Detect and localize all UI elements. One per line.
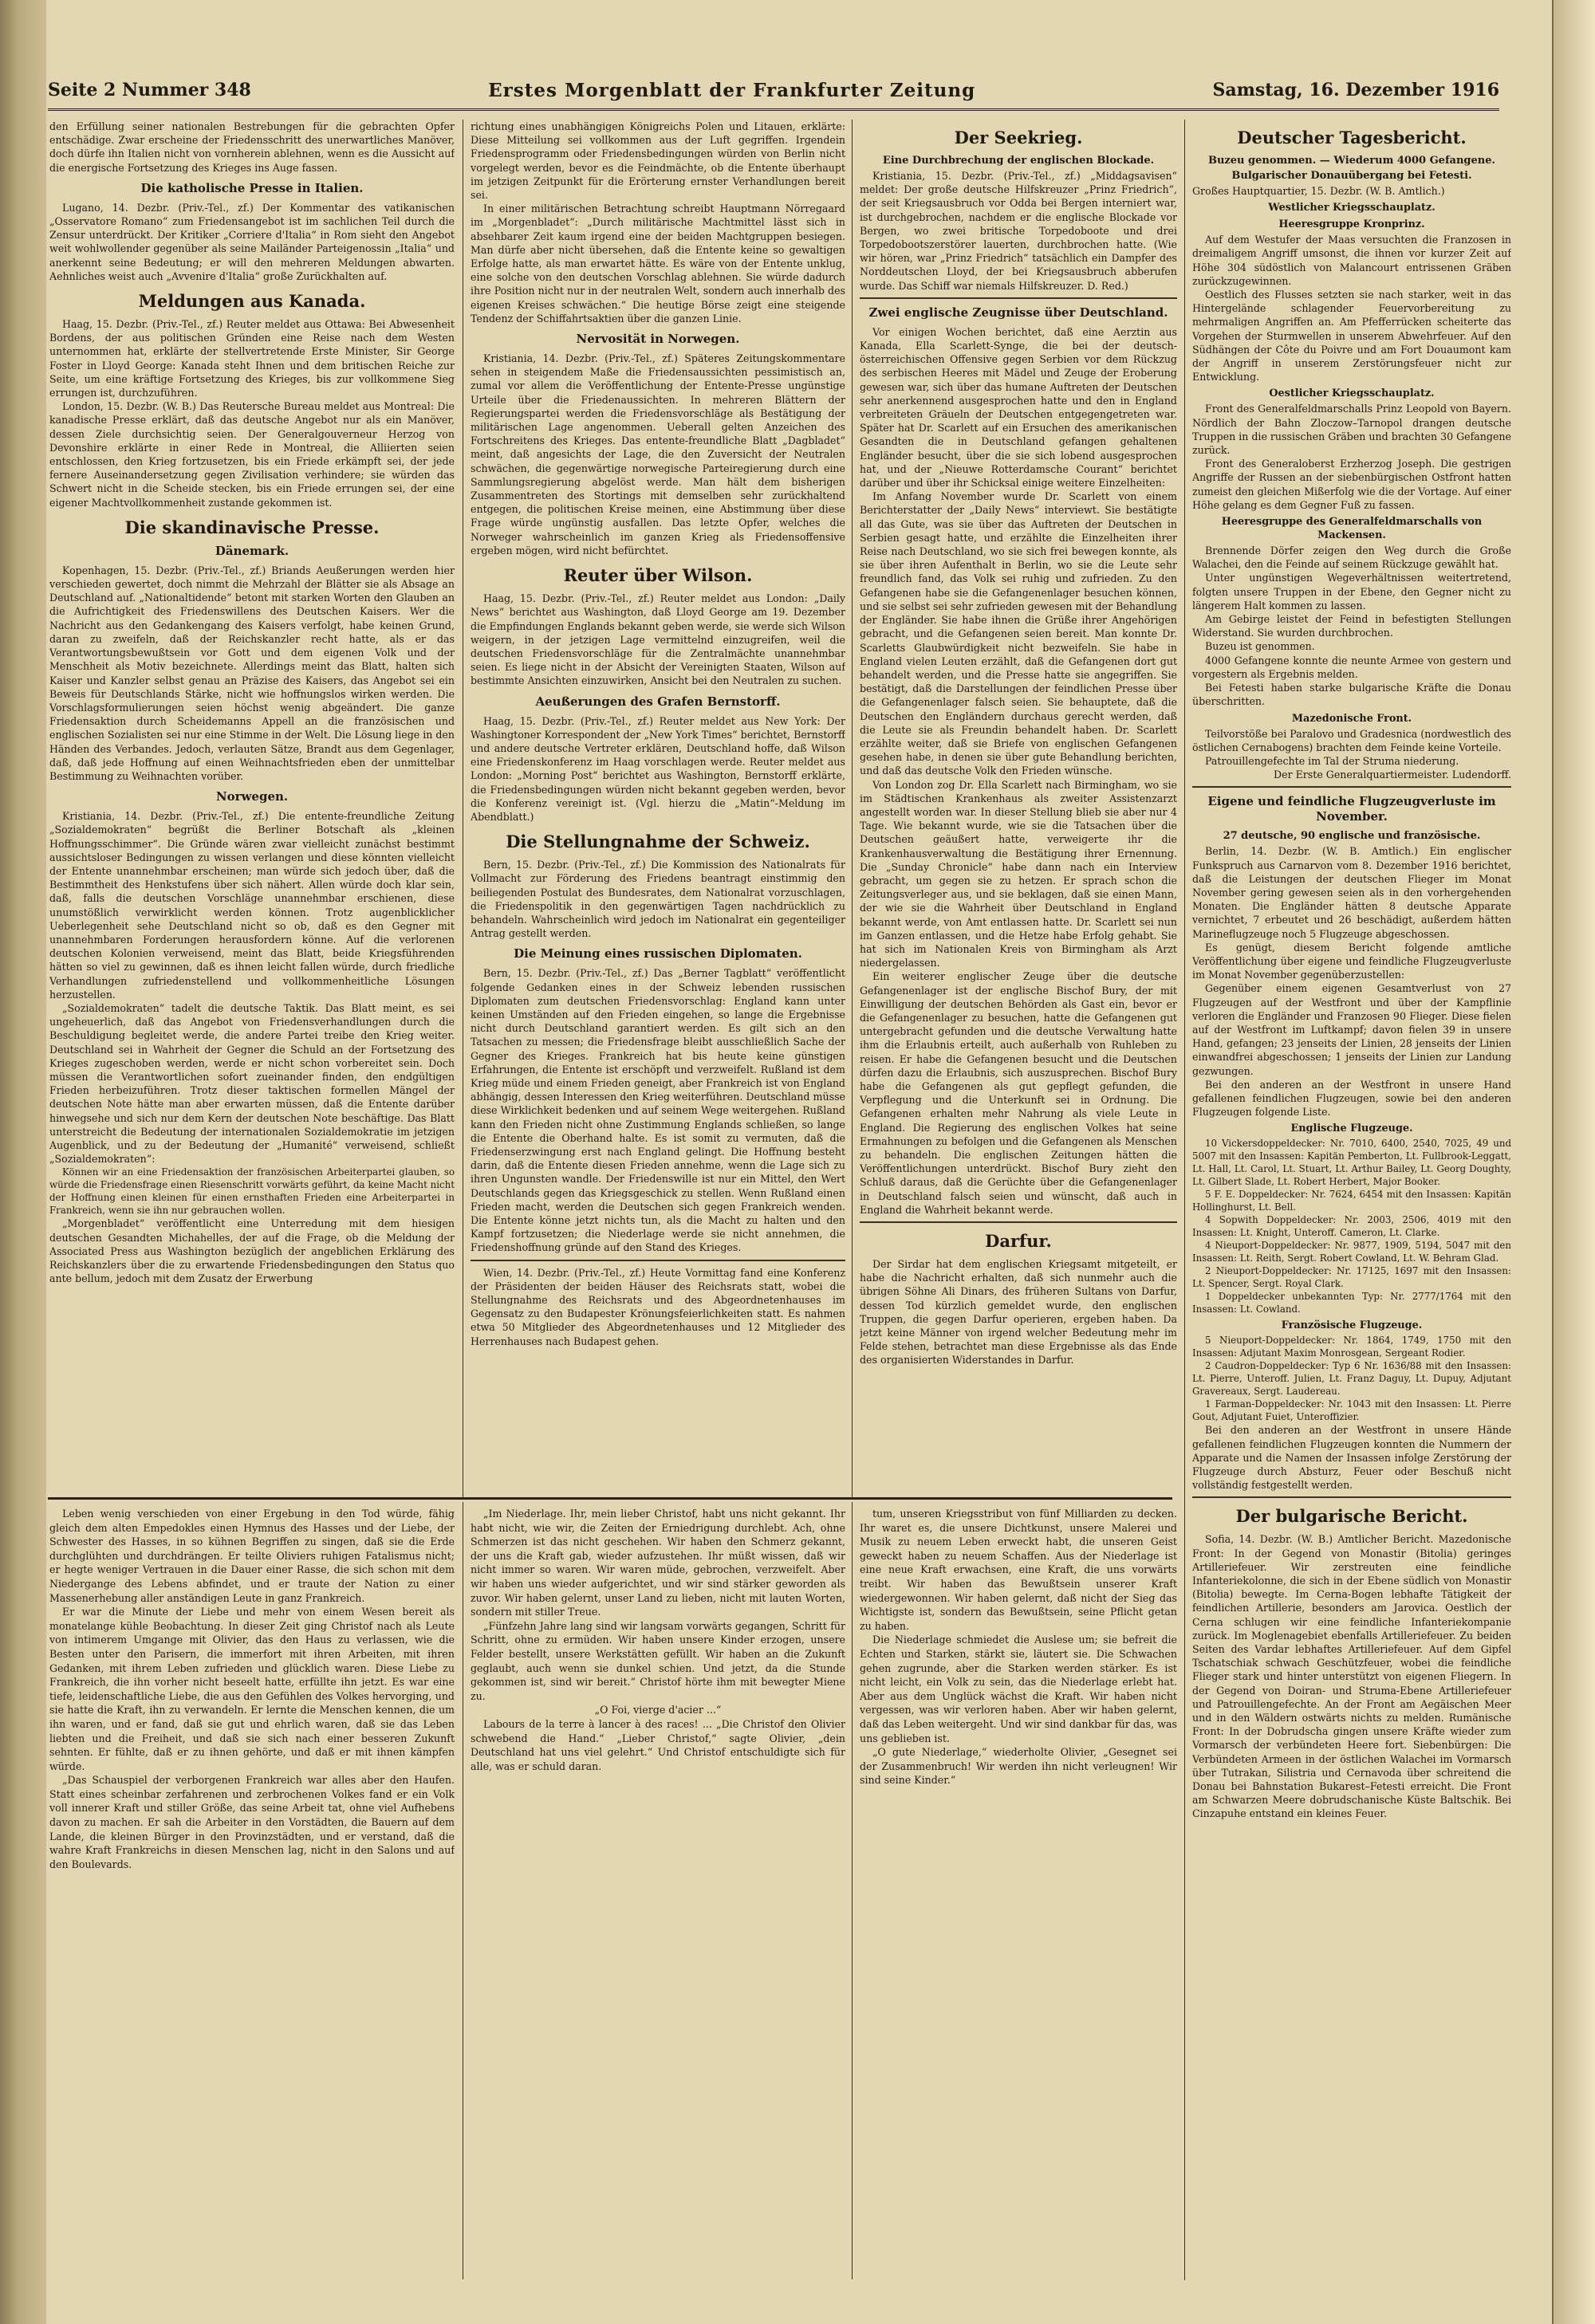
- article-subheading: 27 deutsche, 90 englische und französische.: [1223, 830, 1481, 843]
- column-2: [471, 120, 845, 1492]
- article-heading: Eigene und feindliche Flugzeugverluste im November.: [1207, 794, 1496, 824]
- separator: [1192, 786, 1511, 788]
- article-text: „Sozialdemokraten“ tadelt die deutsche Taktik. Das Blatt meint, es sei ungeheuerlich, daß das Angebot von Friedensverhandlungen durch die Beschuldigung begleitet werde, die andere Partei treibe den Krieg weiter. Deutschland sei in Wahrheit der Gegner die Schuld an der Fortsetzung des Krieges zugeschoben werden, werde er nicht schon vorbereitet sein. Doch müssen die Verantwortlichen sofort zueinander finden, den endgültigen Frieden herbeizuführen. Trotz dieser taktischen formellen Mängel der deutschen Note hätte man aber erwarten müssen, daß die Entente darüber hinwegsehe und sich nur dem Kern der deutschen Note beschäftige. Das Blatt unterstreicht die Bedeutung der internationalen Sozialdemokratie im jetzigen Augenblick, und zu der Bedeutung der „Humanité“ verweisend, schließt „Sozialdemokraten“:: [49, 1001, 455, 1166]
- feuilleton-text: tum, unseren Kriegsstribut von fünf Milliarden zu decken. Ihr waret es, die unsere Dichtkunst, unsere Malerei und Musik zu neuem Leben erweckt habt, die unseren Geist geweckt haben zu neuem Schaffen. Aus der Niederlage ist eine neue Kraft erwachsen, eine Kraft, die uns vorwärts treibt. Wir haben das Bewußtsein unserer Kraft wiedergewonnen. Wir haben gelernt, daß nicht der Sieg das Wichtigste ist, sondern das Bewußtsein, seine Pflicht getan zu haben.: [860, 1508, 1177, 1632]
- page-number: Seite 2 Nummer 348: [48, 80, 251, 100]
- feuilleton-verse: „O Foi, vierge d'acier ...“: [594, 1704, 722, 1716]
- feuilleton-column-2: [471, 1507, 845, 2272]
- section-heading: Französische Flugzeuge.: [1281, 1319, 1423, 1332]
- separator: [860, 297, 1177, 299]
- feuilleton-column-1: [49, 1507, 455, 2272]
- section-heading: Oestlicher Kriegsschauplatz.: [1269, 387, 1435, 400]
- column-rule: [852, 120, 853, 1497]
- article-text: Im Anfang November wurde Dr. Scarlett von einem Berichterstatter der „Daily News“ interviewt. Sie bestätigte all das Gute, was sie über das Auftreten der Deutschen in Serbien gesagt hatte, und erzählte die Einzelheiten ihrer Reise nach Deutschland, wo sie sich frei bewegen konnte, als sie über ihren Aufenthalt in Berlin, wo sie die Leute sehr freundlich fand, das Volk sei ruhig und zufrieden. Zu den Gefangenen habe sie die Gefangenenlager besuchen können, und sie selbst sei sehr zufrieden gewesen mit der Behandlung der Engländer. Sie habe ihnen die Grüße ihrer Angehörigen gebracht, und die Gefangenen seien bereit. Man konnte Dr. Scarletts Glaubwürdigkeit nicht bezweifeln. Sie habe in England vielen Leuten erzählt, daß die Gefangenen dort gut behandelt werden, und die Presse hatte sie angegriffen. Sie bestätigt, daß die Darstellungen der feindlichen Presse über die Gefangenenlager falsch seien. Sie behauptete, daß die Deutschen den Engländern durchaus gerecht werden, daß die Leute sie als Freundin behandelt haben. Dr. Scarlett erzählte weiter, daß sie Briefe von englischen Gefangenen gesehen habe, in denen sie über gute Behandlung berichten, und daß das deutsche Volk den Frieden wünsche.: [860, 490, 1177, 777]
- dateline: Großes Hauptquartier, 15. Dezbr. (W. B. Amtlich.): [1192, 185, 1445, 197]
- article-text: Berlin, 14. Dezbr. (W. B. Amtlich.) Ein englischer Funkspruch aus Carnarvon vom 8. Dezember 1916 berichtet, daß die Leistungen der deutschen Flieger im Monat November gering gewesen seien als in den vorhergehenden Monaten. Die Engländer hätten 8 deutsche Apparate vernichtet, 7 erbeutet und 26 beschädigt, außerdem hätten Marineflugzeuge noch 5 Flugzeuge abgeschossen.: [1192, 845, 1511, 940]
- article-subheading: Norwegen.: [215, 789, 289, 804]
- report-text: Brennende Dörfer zeigen den Weg durch die Große Walachei, den die Feinde auf seinem Rückzuge gewählt hat.: [1192, 545, 1511, 571]
- newspaper-title: Erstes Morgenblatt der Frankfurter Zeitung: [488, 79, 976, 101]
- article-text: Kristiania, 14. Dezbr. (Priv.-Tel., zf.) Die entente-freundliche Zeitung „Sozialdemokraten“ begrüßt die Berliner Botschaft als „kleinen Hoffnungsschimmer“. Die Gründe wären zwar vielleicht zunächst bestimmt aussichtsloser Bedingungen zu wissen verlangen und diese könnten vielleicht der Entente unannehmbar erscheinen; man würde sich jedoch über, daß die Bestimmtheit des Henkstufens über sich nähert. Allen würde doch klar sein, daß, falls die deutschen Vorschläge unannehmbar erschienen, diese unumstößlich verwirklicht werden können. Trotz augenblicklicher Ueberlegenheit sehe Deutschland nicht so ob, daß es den Gegner mit unannehmbaren Forderungen herausfordern könne. Auf die verlorenen deutschen Kolonien verweisend, meint das Blatt, beide Kriegsführenden hätten so viel zu gewinnen, daß es ihnen leicht fallen würde, durch friedliche Verhandlungen zufriedenstellend und vollkommenheitliche Lösungen herzustellen.: [49, 810, 455, 1001]
- signature: Der Erste Generalquartiermeister. Ludendorff.: [1274, 769, 1511, 781]
- report-text: Patrouillengefechte im Tal der Struma niederung.: [1205, 754, 1459, 767]
- feuilleton-text: Die Niederlage schmiedet die Auslese um; sie befreit die Echten und Starken, stärkt sie, läutert sie. Die Schwachen gehen zugrunde, aber die Starken werden stärker. Es ist nicht leicht, ein Volk zu sein, das die Niederlage erlebt hat. Aber aus dem Unglück wächst die Kraft. Wir haben nicht vergessen, was wir verloren haben. Aber wir haben gelernt, daß das Leben weitergeht. Und wir sind dankbar für das, was uns geblieben ist.: [860, 1634, 1177, 1744]
- article-text: Haag, 15. Dezbr. (Priv.-Tel., zf.) Reuter meldet aus Ottawa: Bei Abwesenheit Bordens, der aus politischen Gründen eine Reise nach dem Westen unternommen hat, erklärte der stellvertretende Erste Minister, Sir George Foster in Lloyd George: Kanada steht Ihnen und dem britischen Reiche zur Seite, um eine kräftige Fortsetzung des Krieges, bis zur vollkommene Sieg errungen ist, durchzuführen.: [49, 318, 455, 399]
- article-heading: Zwei englische Zeugnisse über Deutschland.: [868, 305, 1168, 320]
- article-text: Vor einigen Wochen berichtet, daß eine Aerztin aus Kanada, Ella Scarlett-Synge, die bei der deutsch-österreichischen Offensive gegen Serbien vor dem Rückzug des serbischen Heeres mit Mädel und Zeuge der Eroberung gewesen war, sich über das humane Auftreten der Deutschen sehr anerkennend ausgesprochen hatte und den in England verbreiteten Gräueln der Deutschen entgegengetreten war. Später hat Dr. Scarlett auf ein Ersuchen des amerikanischen Gesandten die in Deutschland gefangen gehaltenen Engländer besucht, über die sie sich lobend ausgesprochen hat, und der „Nieuwe Rotterdamsche Courant“ berichtet darüber und über ihr Schicksal einige weitere Einzelheiten:: [860, 325, 1177, 490]
- report-text: Oestlich des Flusses setzten sie nach starker, weit in das Hintergelände schlagender Feuervorbereitung zu mehrmaligen Angriffen an. Am Pfefferrücken scheiterte das Vorgehen der Sturmwellen in unserem Abwehrfeuer. Auf den Südhängen der Côte du Poivre und am Fort Douaumont kam der Angriff in unserem Zerstörungsfeuer nicht zur Entwicklung.: [1192, 289, 1511, 383]
- feuilleton-text: „Das Schauspiel der verborgenen Frankreich war alles aber den Haufen. Statt eines scheinbar zerfahrenen und zerbrochenen Volkes fand er ein Volk voll innerer Kraft und stiller Größe, das seine Arbeit tat, ohne viel Aufhebens davon zu machen. Er sah die Arbeiter in den Vorstädten, die Bauern auf dem Lande, die kleinen Bürger in den Provinzstädten, und er verstand, daß die wahre Kraft Frankreichs in diesen Menschen lag, nicht in den Salons und auf den Boulevards.: [49, 1774, 455, 1870]
- next-page-edge: [1552, 0, 1595, 2324]
- article-subheading: Bulgarischer Donauübergang bei Fetesti.: [1231, 170, 1472, 182]
- report-text: Buzeu ist genommen.: [1205, 640, 1315, 653]
- article-text: Haag, 15. Dezbr. (Priv.-Tel., zf.) Reuter meldet aus London: „Daily News“ berichtet aus Washington, daß Lloyd George am 19. Dezember die Empfindungen Englands bekannt geben werde, sie werde sich Wilson weigern, in der jetzigen Lage vermittelnd einzugreifen, weil die deutschen Friedensvorschläge für die Zentralmächte unannehmbar seien. Es liege nicht in der Absicht der Vereinigten Staaten, Wilson auf bestimmte Ansichten einzuwirken, Ansicht bei den Neutralen zu suchen.: [471, 592, 845, 687]
- article-text: Es genügt, diesem Bericht folgende amtliche Veröffentlichung über eigene und feindliche Flugzeugverluste im Monat November gegenüberzustellen:: [1192, 941, 1511, 981]
- article-subheading: Eine Durchbrechung der englischen Blockade.: [882, 155, 1155, 167]
- column-rule: [852, 1502, 853, 2279]
- article-text: Haag, 15. Dezbr. (Priv.-Tel., zf.) Reuter meldet aus New York: Der Washingtoner Korrespondent der „New York Times“ berichtet, Bernstorff und andere deutsche Vertreter erklären, Deutschland hoffe, daß Wilson eine Friedenskonferenz im Haag vorschlagen werde. Reuter meldet aus London: „Morning Post“ berichtet aus Washington, Bernstorff erklärte, die Friedensbedingungen würden nicht bekannt gegeben werden, bevor die Konferenz vereinigt ist. (Vgl. hierzu die „Matin“-Meldung im Abendblatt.): [471, 714, 845, 823]
- list-item: 4 Nieuport-Doppeldecker: Nr. 9877, 1909, 5194, 5047 mit den Insassen: Lt. Reith, Sergt. Robert Cowland, Lt. W. Behram Glad.: [1192, 1240, 1511, 1264]
- article-text: „Morgenbladet“ veröffentlicht eine Unterredung mit dem hiesigen deutschen Gesandten Michahelles, der auf die Frage, ob die Meldung der Associated Press aus Washington bezüglich der angeblichen Erklärung des Reichskanzlers über die zu erwartende Friedensbedingungen den Status quo ante bellum, jedoch mit dem Zusatz der Erwerbung: [49, 1217, 455, 1285]
- feuilleton-column-3: [860, 1507, 1177, 2272]
- article-text: den Erfüllung seiner nationalen Bestrebungen für die gebrachten Opfer entschädige. Zwar erscheine der Friedensschritt des unerwartliches Manöver, doch dürfe ihn Italien nicht von vornherein ablehnen, wenn es die Aussicht auf die energische Fortsetzung des Krieges ins Auge fassen.: [49, 120, 455, 174]
- feuilleton-text: „Fünfzehn Jahre lang sind wir langsam vorwärts gegangen, Schritt für Schritt, ohne zu ermüden. Wir haben unsere Kinder erzogen, unsere Felder bestellt, unsere Werkstätten gefüllt. Wir haben an die Zukunft geglaubt, auch wenn sie dunkel schien. Und jetzt, da die Stunde gekommen ist, sind wir bereit.“ Christof hörte ihm mit bewegter Miene zu.: [471, 1619, 845, 1702]
- article-heading: Reuter über Wilson.: [563, 565, 753, 586]
- article-heading: Die Stellungnahme der Schweiz.: [506, 832, 810, 852]
- article-heading: Die Meinung eines russischen Diplomaten.: [514, 946, 802, 961]
- article-text: Kopenhagen, 15. Dezbr. (Priv.-Tel., zf.) Briands Aeußerungen werden hier verschieden gewertet, doch nimmt die Mehrzahl der Blätter sie als Absage an Deutschland auf. „Nationaltidende“ betont mit starken Worten den Glauben an die Aufrichtigkeit des Friedenswillens des Deutschen Kaisers. Wer die Nachricht aus den Gedankengang des Kaisers verfolgt, habe keinen Grund, daran zu zweifeln, daß der Reichskanzler recht hatte, als er das Verantwortungsbewußtsein vor Gott und dem eigenen Volk und der Menschheit als Motiv bezeichnete. Allerdings meint das Blatt, halten sich Kaiser und Kanzler selbst genau an Präzise des Kaisers, das Angebot sei ein Beweis für Deutschlands Stärke, nicht wie hoffnungslos wirken werden. Die Vorschlagsformulierungen seien höchst wenig abgeändert. Die ganze Friedensaktion durch Scheidemanns Appell an die französischen und englischen Sozialisten sei nur eine Stimme in der Welt. Die Lösung liege in den Händen des Verbandes. Jedoch, verlauten Sätze, Brandt aus dem Gegenlager, daß, daß jede Hoffnung auf einen Weihnachtsfrieden eben der unmittelbar Bestimmung zu Weihnachten vorüber.: [49, 564, 455, 782]
- issue-date: Samstag, 16. Dezember 1916: [1212, 80, 1499, 100]
- article-text: Lugano, 14. Dezbr. (Priv.-Tel., zf.) Der Kommentar des vatikanischen „Osservatore Romano“ zum Friedensangebot ist im sachlichen Teil durch die Zensur unterdrückt. Der Kritiker „Corriere d'Italia“ in Rom sieht den Angebot weit wohlwollender gegenüber als seine Mailänder Parteigenossin „Italia“ und anerkennt seine Bedeutung; er will den mehreren Meldungen abwarten. Aehnliches weist auch „Avvenire d'Italia“ große Zurückhalten auf.: [49, 201, 455, 282]
- article-text: Bei den anderen an der Westfront in unsere Hände gefallenen feindlichen Flugzeugen konnten die Nummern der Apparate und die Namen der Insassen infolge Zerstörung der Flugzeuge durch Absturz, Feuer oder Beschuß nicht vollständig festgestellt werden.: [1192, 1424, 1511, 1492]
- column-3: [860, 120, 1177, 1492]
- article-subheading: Dänemark.: [215, 543, 289, 558]
- feuilleton-text: Labours de la terre à lancer à des races! ... „Die Christof den Olivier schwebend die Hand.“ „Lieber Christof,“ sagte Olivier, „dein Deutschland hat uns viel gelehrt.“ Und Christof entschuldigte sich für alle, was er schuld daran.: [471, 1717, 845, 1772]
- article-text: Wien, 14. Dezbr. (Priv.-Tel., zf.) Heute Vormittag fand eine Konferenz der Präsidenten der beiden Häuser des Reichsrats statt, wobei die Stellungnahme des Reichsrats und des Abgeordnetenhauses im Gegensatz zu den Budapester Krönungsfeierlichkeiten statt. Es nahmen etwa 50 Mitglieder des Abgeordnetenhauses und 12 Mitglieder des Herrenhauses nach Budapest gehen.: [471, 1266, 845, 1347]
- column-1: [49, 120, 455, 1492]
- report-text: Front des Generaloberst Erzherzog Joseph. Die gestrigen Angriffe der Russen an der siebenbürgischen Ostfront hatten zumeist den gleichen Mißerfolg wie die der Vortage. Auf einer Höhe gelang es dem Gegner Fuß zu fassen.: [1192, 458, 1511, 511]
- masthead: [48, 72, 1499, 111]
- report-text: Bei Fetesti haben starke bulgarische Kräfte die Donau überschritten.: [1192, 682, 1511, 708]
- article-text: Sofia, 14. Dezbr. (W. B.) Amtlicher Bericht. Mazedonische Front: In der Gegend von Monastir (Bitolia) geringes Artilleriefeuer. Wir zerstreuten eine feindliche Infanteriekolonne, die sich in der Ebene südlich von Monastir (Bitolia) bewegte. Im Cerna-Bogen lebhafte Tätigkeit der feindlichen Artillerie, besonders am Jarovica. Oestlich der Cerna schlugen wir eine feindliche Infanteriekompanie zurück. Im Moglenagebiet ebenfalls Artilleriefeuer. Zu beiden Seiten des Vardar lebhaftes Artilleriefeuer. Auf dem Gipfel Tschatschiak schwach Geschützfeuer, wobei die feindliche Flieger stark und hinter unterstützt von eigenen Fliegern. In der Gegend von Doiran- und Struma-Ebene Artilleriefeuer und Patrouillengefechte. An der Front am Aegäischen Meer und in den Wäldern ostwärts nichts zu melden. Rumänische Front: In der Dobrudscha gingen unsere Kräfte wieder zum Vormarsch der verbündeten Heere fort. Siebenbürgen: Die Verbündeten Armeen in der östlichen Walachei im Vormarsch über Tutrakan, Silistria und Cernavoda über schreitend die Donau bei Bahnstation Bukarest–Fetesti erreicht. Die Front am Schwarzen Meere dobrudschanische Küste Baltschik. Bei Cinzapuhe entstand ein kleines Feuer.: [1192, 1533, 1511, 1820]
- section-heading: Englische Flugzeuge.: [1290, 1123, 1413, 1135]
- article-text: richtung eines unabhängigen Königreichs Polen und Litauen, erklärte: Diese Mitteilung sei vollkommen aus der Luft gegriffen. Irgendein Friedensprogramm oder Friedensbedingungen würden von Berlin nicht vorgelegt werden, bevor es die Feindmächte, ob die Entente überhaupt im jetzigen Zeitpunkt für die Erörterung ernster Verhandlungen bereit sei.: [471, 120, 845, 202]
- report-text: 4000 Gefangene konnte die neunte Armee von gestern und vorgestern als Ergebnis melden.: [1192, 654, 1511, 680]
- article-text: London, 15. Dezbr. (W. B.) Das Reutersche Bureau meldet aus Montreal: Die kanadische Presse erklärt, daß das deutsche Angebot nur als ein Manöver, dessen Ziele durchsichtig seien. Der Generalgouverneur Herzog von Devonshire erklärte in einer Rede in Montreal, die Alliierten seien entschlossen, den Krieg fortzusetzen, bis ein Friede erkämpft sei, der jede fernere Auseinandersetzung gegen Zivilisation verhindere; sie würden das Schwert nicht in die Scheide stecken, bis ein Friede errungen sei, der eine eigener Machtvollkommenheit zustande gekommen ist.: [49, 400, 455, 509]
- section-heading: Heeresgruppe Kronprinz.: [1278, 218, 1425, 231]
- list-item: 5 Nieuport-Doppeldecker: Nr. 1864, 1749, 1750 mit den Insassen: Adjutant Maxim Monrosgean, Sergeant Rodier.: [1192, 1335, 1511, 1359]
- list-item: 1 Doppeldecker unbekannten Typ: Nr. 2777/1764 mit den Insassen: Lt. Cowland.: [1192, 1291, 1511, 1315]
- separator: [860, 1221, 1177, 1223]
- article-text: In einer militärischen Betrachtung schreibt Hauptmann Nörregaard im „Morgenbladet“: „Durch militärische Machtmittel lässt sich in absehbarer Zeit kaum irgend eine der beiden Machtgruppen besiegen. Man dürfe aber nicht übersehen, daß die Entente keine so gewaltigen Erfolge hatte, als man erwartet hätte. Es wäre von der Entente unklug, eine solche von den deutschen Vorschlag ablehnen. Sie würde dadurch ihre Position nicht nur in der neutralen Welt, sondern auch innerhalb des eigenen Kreises schwächen.“ Die heutige Börse zeigt eine steigende Tendenz der Schiffahrtsaktien über die ganzen Linie.: [471, 203, 845, 324]
- section-heading: Mazedonische Front.: [1291, 712, 1412, 725]
- feuilleton-text: „Im Niederlage. Ihr, mein lieber Christof, habt uns nicht gekannt. Ihr habt nicht, wie wir, die Zeiten der Erniedrigung durchlebt. Ach, ohne Schmerzen ist das nicht geschehen. Wir haben den Schmerz gekannt, der uns die Kraft gab, wieder aufzustehen. Ihr müßt wissen, daß wir nicht immer so waren. Wir waren müde, gebrochen, verzweifelt. Aber wir haben uns wieder aufgerichtet, und wir sind stärker geworden als zuvor. Wir haben gelernt, unser Land zu lieben, nicht mit lauten Worten, sondern mit stiller Treue.: [471, 1508, 845, 1618]
- report-text: Front des Generalfeldmarschalls Prinz Leopold von Bayern. Nördlich der Bahn Zloczow–Tarnopol drangen deutsche Truppen in die russischen Gräben und brachten 30 Gefangene zurück.: [1192, 403, 1511, 457]
- list-item: 10 Vickersdoppeldecker: Nr. 7010, 6400, 2540, 7025, 49 und 5007 mit den Insassen: Kapitän Pemberton, Lt. Fullbrook-Leggatt, Lt. Hall, Lt. Carol, Lt. Stuart, Lt. Arthur Bailey, Lt. Georg Doughty, Lt. Gilbert Slade, Lt. Robert Herbert, Major Booker.: [1192, 1138, 1511, 1188]
- article-subheading: Buzeu genommen. — Wiederum 4000 Gefangene.: [1207, 155, 1496, 167]
- article-heading: Die skandinavische Presse.: [124, 517, 380, 537]
- article-text: Der Sirdar hat dem englischen Kriegsamt mitgeteilt, er habe die Nachricht erhalten, daß sich nunmehr auch die übrigen Söhne Ali Dinars, des früheren Sultans von Darfur, dessen Tod kürzlich gemeldet wurde, den englischen Truppen, die gegen Darfur operieren, ergeben haben. Da jetzt keine Männer von irgend welcher Bedeutung mehr im Felde stehen, betrachtet man diese Ergebnisse als das Ende des organisierten Widerstandes in Darfur.: [860, 1258, 1177, 1366]
- list-item: 4 Sopwith Doppeldecker: Nr. 2003, 2506, 4019 mit den Insassen: Lt. Knight, Unteroff. Cameron, Lt. Clarke.: [1192, 1214, 1511, 1239]
- report-text: Auf dem Westufer der Maas versuchten die Franzosen in dreimaligem Angriff umsonst, die ihnen vor kurzer Zeit auf Höhe 304 südöstlich von Malancourt entrissenen Gräben zurückzugewinnen.: [1192, 234, 1511, 287]
- article-text: Kristiania, 15. Dezbr. (Priv.-Tel., zf.) „Middagsavisen“ meldet: Der große deutsche Hilfskreuzer „Prinz Friedrich“, der seit Kriegsausbruch vor Odda bei Bergen interniert war, ist durchgebrochen, nachdem er die englische Blockade vor Bergen, wo zwei britische Torpedoboote und drei Torpedobootszerstörer lauerten, durchbrochen hatte. (Wie wir hören, war „Prinz Friedrich“ tatsächlich ein Dampfer des Norddeutschen Lloyd, der bei Kriegsausbruch abberufen wurde. Das Schiff war niemals Hilfskreuzer. D. Red.): [860, 170, 1177, 292]
- feuilleton-rule: [48, 1497, 1172, 1500]
- article-heading: Der Seekrieg.: [954, 128, 1083, 147]
- article-heading: Deutscher Tagesbericht.: [1237, 128, 1467, 147]
- feuilleton-text: Leben wenig verschieden von einer Ergebung in den Tod würde, fähig gleich dem alten Empedokles einen Hymnus des Hasses und der Liebe, der Schwester des Hasses, in so kühnen Begriffen zu singen, daß sie die Erde durchglühten und durchdrängen. Er teilte Oliviers ruhigen Fatalismus nicht; er hegte weniger Vertrauen in die Dauer einer Rasse, die sich schon mit dem Niedergange des Lebens abfindet, und er traute der Nation zu einer Massenerhebung aller anständigen Leute in ganz Frankreich.: [49, 1508, 455, 1604]
- article-text: Gegenüber einem eigenen Gesamtverlust von 27 Flugzeugen auf der Westfront und über der Kampflinie verloren die Engländer und Franzosen 90 Flieger. Diese fielen auf der Westfront im Luftkampf; davon fielen 39 in unsere Hand, gefangen; 23 jenseits der Linien, 28 jenseits der Linien einwandfrei abgeschossen; 1 jenseits der Linien zur Landung gezwungen.: [1192, 982, 1511, 1077]
- article-text: Von London zog Dr. Ella Scarlett nach Birmingham, wo sie im Städtischen Krankenhaus als zweiter Assistenzarzt angestellt worden war. In dieser Stellung blieb sie aber nur 4 Tage. Wie bekannt wurde, wie sie die Tatsachen über die Deutschen geäußert hatte, verweigerte ihr die Krankenhausverwaltung die Bestätigung ihrer Ernennung. Die „Sunday Chronicle“ habe dann nach ein Interview gebracht, um gegen sie zu hetzen. Er sprach schon die Zeitungsverleger aus, und sie beklagen, daß sie einen Mann, der wie sie die Wahrheit über Deutschland in England bekannt werde, von Amt entlassen hatte. Dr. Scarlett sei nun im Ganzen entlassen, und die Hetze habe Erfolg gehabt. Sie hat sich im Nationalen Kreis von Birmingham als Arzt niedergelassen.: [860, 778, 1177, 969]
- feuilleton-text: Er war die Minute der Liebe und mehr von einem Wesen bereit als monatelange kühle Beobachtung. In dieser Zeit ging Christof nach als Leute von intimerem Umgange mit Olivier, das den Haus zu verlassen, wie die Besten unter den Parisern, die immerfort mit ihren Arbeiten, mit ihren Gedanken, mit ihrem Leben zufrieden und glücklich waren. Diese Liebe zu Frankreich, die ihn vorher nicht beseelt hatte, erfüllte ihn jetzt. Es war eine tiefe, leidenschaftliche Liebe, die aus den Gefühlen des Volkes hervorging, und sie hatte die Kraft, ihn zu verwandeln. Er lernte die Menschen kennen, die um ihn waren, und er fand, daß sie gut und ehrlich waren, daß sie das Leben liebten und die Freiheit, und daß sie sich nach einer besseren Zukunft sehnten. Er fühlte, daß er zu ihnen gehörte, und daß er mit ihnen kämpfen würde.: [49, 1606, 455, 1772]
- list-item: 5 F. E. Doppeldecker: Nr. 7624, 6454 mit den Insassen: Kapitän Hollinghurst, Lt. Bell.: [1192, 1189, 1511, 1213]
- column-rule: [1184, 120, 1185, 2280]
- article-text: Bei den anderen an der Westfront in unsere Hand gefallenen feindlichen Flugzeugen, sowie bei den anderen Flugzeugen folgende Liste.: [1192, 1078, 1511, 1119]
- article-text: Bern, 15. Dezbr. (Priv.-Tel., zf.) Die Kommission des Nationalrats für Vollmacht zur Förderung des Friedens beantragt einstimmig den beiliegenden Postulat des Bundesrates, dem Nationalrat vorzuschlagen, die Friedenspolitik in den gegenwärtigen Tagen nachdrücklich zu behandeln. Wahrscheinlich wird jedoch im Nationalrat ein gegenteiliger Antrag gestellt werden.: [471, 859, 845, 940]
- list-item: 2 Nieuport-Doppeldecker: Nr. 17125, 1697 mit den Insassen: Lt. Spencer, Sergt. Royal Clark.: [1192, 1265, 1511, 1290]
- article-heading: Darfur.: [985, 1231, 1052, 1252]
- list-item: 2 Caudron-Doppeldecker: Typ 6 Nr. 1636/88 mit den Insassen: Lt. Pierre, Unteroff. Julien, Lt. Franz Daguy, Lt. Dupuy, Adjutant Gravereaux, Sergt. Laudereau.: [1192, 1360, 1511, 1398]
- article-heading: Der bulgarische Bericht.: [1235, 1506, 1468, 1527]
- article-heading: Meldungen aus Kanada.: [138, 291, 366, 312]
- article-heading: Nervosität in Norwegen.: [576, 332, 740, 347]
- report-text: Unter ungünstigen Wegeverhältnissen weitertretend, folgten unsere Truppen in der Ebene, den Gegner nicht zu längerem Halt kommen zu lassen.: [1192, 572, 1511, 611]
- section-heading: Westlicher Kriegsschauplatz.: [1268, 202, 1436, 214]
- report-text: Am Gebirge leistet der Feind in befestigten Stellungen Widerstand. Sie wurden durchbrochen.: [1192, 613, 1511, 639]
- section-heading: Heeresgruppe des Generalfeldmarschalls von Mackensen.: [1221, 516, 1483, 542]
- article-text: Kristiania, 14. Dezbr. (Priv.-Tel., zf.) Späteres Zeitungskommentare sehen in steigendem Maße die Friedensaussichten pessimistisch an, zumal vor allem die Veröffentlichung der Entente-Presse ungünstige Urteile über die Friedenaussichten. In mehreren Blättern der Regierungspartei werden die Friedensvorschläge als Bestätigung der militärischen Lage angenommen. Ueberall gelten Anzeichen des Fortschreitens des Krieges. Das entente-freundliche Blatt „Dagbladet“ meint, daß angesichts der Lage, die den Zuversicht der Neutralen schwächen, die gegenwärtige norwegische Parteiregierung durch eine Sammlungsregierung abgelöst werde. Man hält dem bisherigen Zusammentreten des Stortings mit demselben sehr zurückhaltend entgegen, die politischen Kreise meinen, eine Abstimmung über diese Frage würde ungünstig ausfallen. Das letzte Opfer, welches die Norweger wahrscheinlich im ganzen Krieg als Friedensoffensive ergeben mögen, wird nicht befürchtet.: [471, 352, 845, 556]
- separator: [471, 1260, 845, 1261]
- feuilleton-text: „O gute Niederlage,“ wiederholte Olivier, „Gesegnet sei der Zusammenbruch! Wir werden ihn nicht verleugnen! Wir sind seine Kinder.“: [860, 1746, 1177, 1787]
- list-item: 1 Farman-Doppeldecker: Nr. 1043 mit den Insassen: Lt. Pierre Gout, Adjutant Fuiet, Unteroffizier.: [1192, 1398, 1511, 1423]
- separator: [1192, 1496, 1511, 1498]
- column-4: [1192, 120, 1511, 2272]
- article-heading: Aeußerungen des Grafen Bernstorff.: [535, 694, 781, 709]
- article-quote: Können wir an eine Friedensaktion der französischen Arbeiterpartei glauben, so würde die Friedensfrage einen Riesenschritt vorwärts geführt, da keine Macht nicht der Hoffnung einen kleinen für einen ernsthaften Frieden eine Arbeiterpartei in Frankreich, wenn sie ihn nur gebrauchen wollen.: [49, 1166, 455, 1217]
- article-heading: Die katholische Presse in Italien.: [140, 180, 364, 195]
- binding-shadow: [0, 0, 46, 2324]
- article-text: Ein weiterer englischer Zeuge über die deutsche Gefangenenlager ist der englische Bischof Bury, der mit Einwilligung der deutschen Behörden als Gast ein, bevor er die Gefangenenlager zu besuchen, hatte die Gefangenen gut untergebracht gefunden und die deutsche Verwaltung hatte ihm die Erlaubnis erteilt, auch außerhalb von Ruhleben zu reisen. Er habe die Gefangenen besucht und die Deutschen dürfen dazu die Erlaubnis, sich auszusprechen. Bischof Bury habe die Gefangenen als gut gepflegt gefunden, die Verpflegung und die Unterkunft sei in Ordnung. Die Gefangenen erhalten mehr Nahrung als viele Leute in England. Die Regierung des englischen Volkes hat seine Ermahnungen zu befolgen und die Gefangenen als Menschen zu behandeln. Die englischen Zeitungen hätten die Veröffentlichungen unterdrückt. Bischof Bury zieht den Schluß daraus, daß die Gerüchte über die Gefangenenlager in Deutschland falsch seien und wünscht, daß auch in England die Wahrheit bekannt werde.: [860, 970, 1177, 1216]
- article-text: Bern, 15. Dezbr. (Priv.-Tel., zf.) Das „Berner Tagblatt“ veröffentlicht folgende Gedanken eines in der Schweiz lebenden russischen Diplomaten zum deutschen Friedensvorschlag: England kann unter keinen Umständen auf den Frieden eingehen, so lange die Ergebnisse nicht durch Deutschland garantiert werden. Es gilt sich an den Tatsachen zu messen; die Friedensfrage bleibt ausschließlich Sache der Gegner des Krieges. Frankreich hat bis heute keine günstigen Erfahrungen, die Entente ist erschöpft und verzweifelt. Rußland ist dem Krieg müde und einem Frieden geneigt, aber Frankreich ist von England abhängig, dessen Interessen den Krieg weiterführen. Deutschland müsse diese Wirklichkeit bedenken und auf seinem Wege weitergehen. Rußland kann den Frieden nicht ohne Zustimmung Englands schließen, so lange die Entente die Oberhand halte. Es ist somit zu vermuten, daß die Friedenserzwingung erst nach England gelingt. Die Hoffnung besteht darin, daß die Entente diesen Frieden annehme, wenn die Lage sich zu ihren Ungunsten wandle. Der Friedenswille ist nur ein Mittel, den Wert Deutschlands gegen das Kriegsgeschick zu stellen. Wenn Rußland einen Frieden macht, werden die Deutschen sich gegen Frankreich wenden. Die Entente könne jetzt nichts tun, als die Macht zu halten und den Kampf fortzusetzen; die Niederlage werde sie nicht annehmen, die Friedenshoffnung gründe auf den Stand des Krieges.: [471, 967, 845, 1254]
- report-text: Teilvorstöße bei Paralovo und Gradesnica (nordwestlich des östlichen Cernabogens) brachten dem Feinde keine Vorteile.: [1192, 727, 1511, 753]
